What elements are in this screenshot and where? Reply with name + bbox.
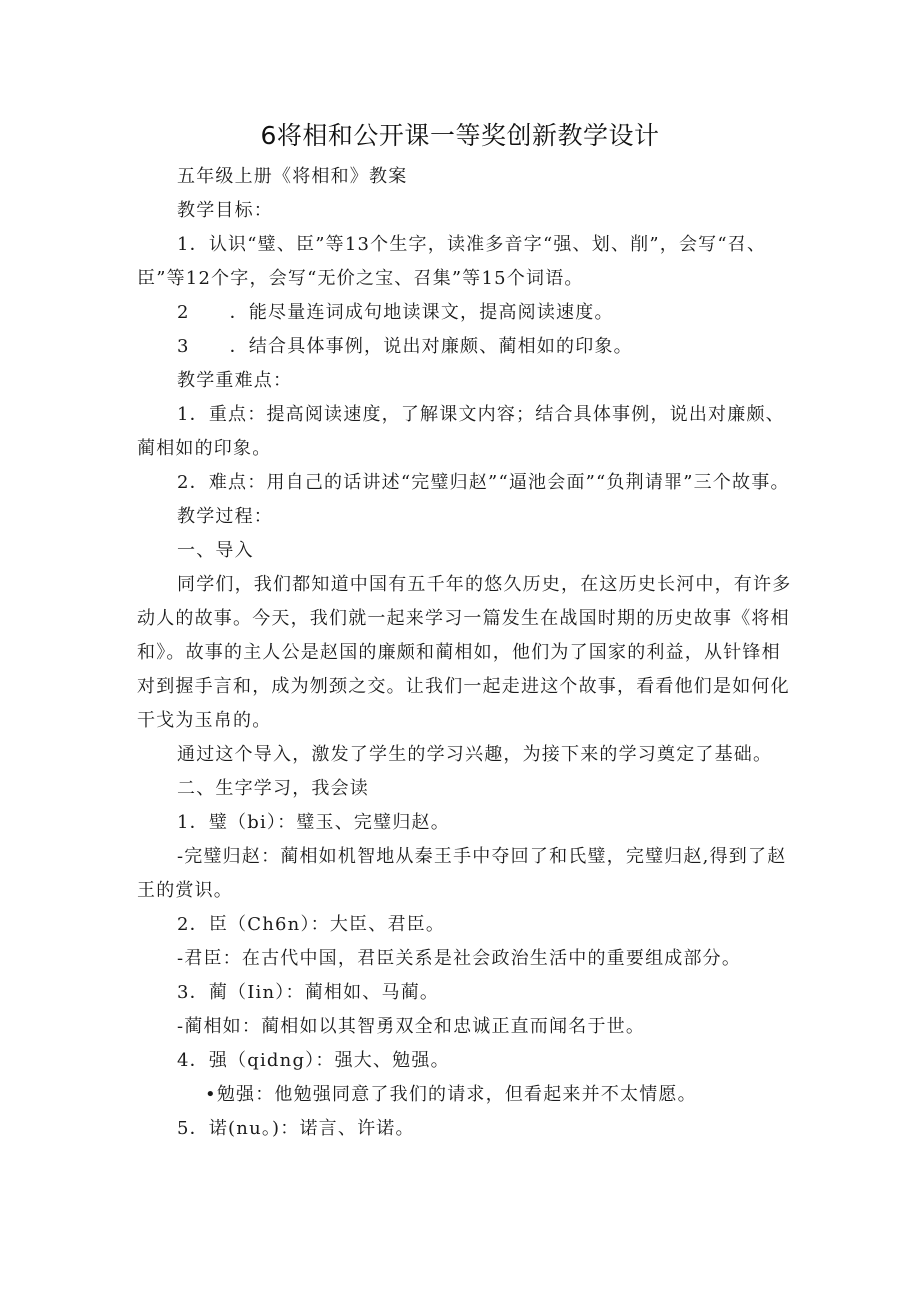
heading-teaching-goals: 教学目标：	[177, 200, 273, 221]
intro-paragraph: 同学们，我们都知道中国有五千年的悠久历史，在这历史长河中，有许多动人的故事。今天，我们就一起来学习一篇发生在战国时期的历史故事《将相和》。故事的主人公是赵国的廉颇和蔺相如，他们为了国家的利益，从针锋相对到握手言和，成为刎颈之交。让我们一起走进这个故事，看看他们是如何化干戈为玉帛的。	[137, 574, 792, 731]
key-point-2: 2．难点：用自己的话讲述“完璧归赵”“逼池会面”“负荆请罪”三个故事。	[177, 472, 790, 493]
char-item-1: 1．璧（bi）：璧玉、完璧归赵。	[177, 812, 450, 833]
goal-item-2-text: ．能尽量连词成句地读课文，提高阅读速度。	[229, 302, 614, 323]
section-characters-heading: 二、生字学习，我会读	[177, 778, 369, 799]
paragraph-subtitle: 五年级上册《将相和》教案	[177, 166, 408, 187]
goal-item-2	[137, 296, 797, 330]
goal-item-3	[137, 330, 797, 364]
char-item-1-example: -完璧归赵：蔺相如机智地从秦王手中夺回了和氏璧，完璧归赵,得到了赵王的赏识。	[137, 846, 787, 901]
heading-key-points: 教学重难点：	[177, 370, 293, 391]
goal-item-1: 1．认识“璧、臣”等13个生字，读准多音字“强、划、削”，会写“召、臣”等12个字，会写“无价之宝、召集”等15个词语。	[137, 234, 767, 289]
section-intro-heading: 一、导入	[177, 540, 254, 561]
heading-process: 教学过程：	[177, 506, 273, 527]
goal-item-2-number: 2	[177, 302, 190, 323]
document-body	[137, 160, 797, 1146]
char-item-4: 4．强（qidng）：强大、勉强。	[177, 1050, 450, 1071]
char-item-3-example: -蔺相如：蔺相如以其智勇双全和忠诚正直而闻名于世。	[177, 1016, 646, 1037]
char-item-5: 5．诺(nu。)：诺言、许诺。	[177, 1118, 415, 1139]
char-item-2-example: -君臣：在古代中国，君臣关系是社会政治生活中的重要组成部分。	[177, 948, 742, 969]
key-point-1: 1．重点：提高阅读速度，了解课文内容；结合具体事例，说出对廉颇、蔺相如的印象。	[137, 404, 785, 459]
goal-item-3-number: 3	[177, 336, 190, 357]
char-item-3: 3．蔺（Iin）：蔺相如、马蔺。	[177, 982, 440, 1003]
document-title: 6将相和公开课一等奖创新教学设计	[260, 121, 660, 150]
intro-summary: 通过这个导入，激发了学生的学习兴趣，为接下来的学习奠定了基础。	[177, 744, 773, 765]
goal-item-3-text: ．结合具体事例，说出对廉颇、蔺相如的印象。	[229, 336, 633, 357]
char-item-2: 2．臣（Ch6n）：大臣、君臣。	[177, 914, 446, 935]
char-item-4-example: •勉强：他勉强同意了我们的请求，但看起来并不太情愿。	[205, 1084, 697, 1105]
